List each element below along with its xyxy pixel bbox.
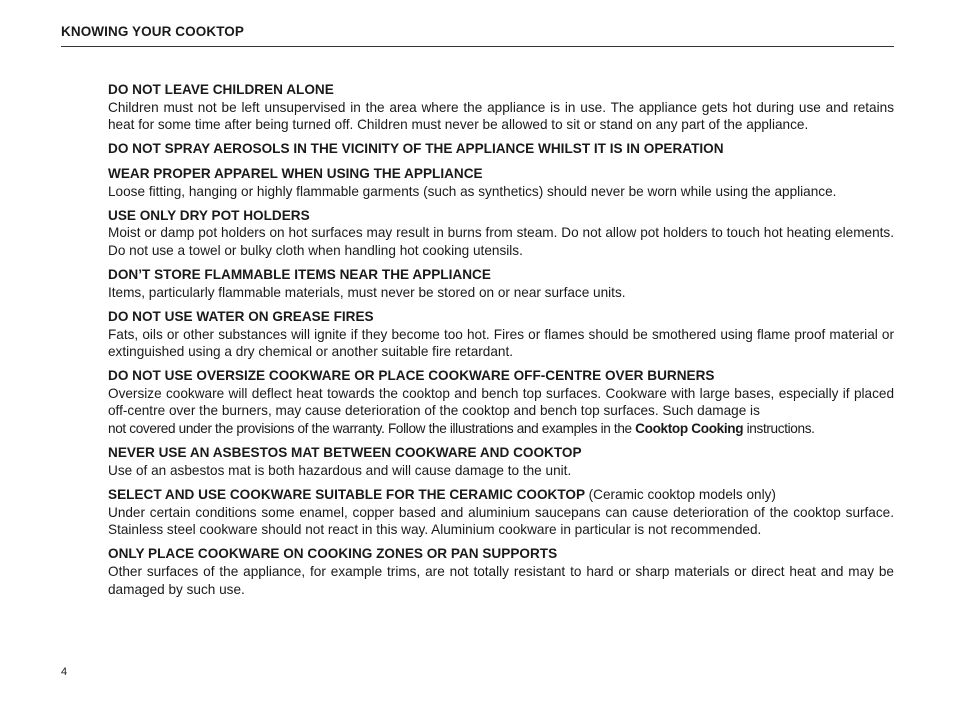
- section-ceramic-cookware: [108, 486, 894, 539]
- section-heading: DO NOT USE WATER ON GREASE FIRES: [108, 308, 374, 324]
- section-heading: NEVER USE AN ASBESTOS MAT BETWEEN COOKWARE AND COOKTOP: [108, 445, 582, 461]
- section-heading: ONLY PLACE COOKWARE ON COOKING ZONES OR PAN SUPPORTS: [108, 546, 558, 562]
- section-body: Fats, oils or other substances will ignite if they become too hot. Fires or flames should be smothered using flame proof material or extinguished using a dry chemical or another suitable fire retardant.: [108, 326, 894, 360]
- section-apparel: [108, 165, 894, 200]
- section-aerosols: [108, 140, 894, 158]
- section-body: Oversize cookware will deflect heat towards the cooktop and bench top surfaces. Cookware with large bases, especially if placed off-centre over the burners, may cause deterioration of the cooktop and bench top surfaces. Such damage is: [108, 385, 894, 419]
- section-flammable-items: [108, 266, 894, 301]
- section-asbestos-mat: [108, 444, 894, 479]
- section-body: Items, particularly flammable materials, must never be stored on or near surface units.: [108, 284, 626, 300]
- section-heading: DO NOT SPRAY AEROSOLS IN THE VICINITY OF THE APPLIANCE WHILST IT IS IN OPERATION: [108, 141, 724, 157]
- section-body: Moist or damp pot holders on hot surfaces may result in burns from steam. Do not allow pot holders to touch hot heating elements. Do not use a towel or bulky cloth when handling hot cooking utensils.: [108, 225, 894, 258]
- section-body: Under certain conditions some enamel, copper based and aluminium saucepans can cause deterioration of the cooktop surface. Stainless steel cookware should not react in this way. Aluminium cookware in particular is not recommended.: [108, 504, 894, 538]
- section-heading: USE ONLY DRY POT HOLDERS: [108, 207, 310, 223]
- body-text: not covered under the provisions of the warranty. Follow the illustrations and examples in the: [108, 421, 632, 437]
- section-heading: SELECT AND USE COOKWARE SUITABLE FOR THE CERAMIC COOKTOP: [108, 487, 585, 503]
- section-body-line: [108, 420, 894, 438]
- section-oversize-cookware: [108, 367, 894, 437]
- heading-note: (Ceramic cooktop models only): [588, 487, 776, 503]
- section-heading: DO NOT USE OVERSIZE COOKWARE OR PLACE COOKWARE OFF-CENTRE OVER BURNERS: [108, 368, 715, 384]
- section-grease-fires: [108, 308, 894, 361]
- section-pot-holders: [108, 207, 894, 260]
- page-header-title: KNOWING YOUR COOKTOP: [61, 24, 245, 39]
- safety-instructions: [108, 81, 894, 605]
- section-body: Use of an asbestos mat is both hazardous and will cause damage to the unit.: [108, 462, 572, 478]
- cooktop-cooking-reference: Cooktop Cooking: [635, 421, 744, 437]
- section-body: Loose fitting, hanging or highly flammable garments (such as synthetics) should never be worn while using the appliance.: [108, 183, 837, 199]
- section-heading: DO NOT LEAVE CHILDREN ALONE: [108, 82, 334, 97]
- section-body: Children must not be left unsupervised in the area where the appliance is in use. The appliance gets hot during use and retains heat for some time after being turned off. Children must never be allowed to sit or stand on any part of the appliance.: [108, 99, 894, 133]
- body-text: instructions.: [746, 421, 815, 437]
- header-divider: [61, 46, 894, 47]
- section-heading: DON’T STORE FLAMMABLE ITEMS NEAR THE APPLIANCE: [108, 267, 491, 283]
- section-children: [108, 81, 894, 134]
- section-body: Other surfaces of the appliance, for example trims, are not totally resistant to hard or sharp materials or direct heat and may be damaged by such use.: [108, 564, 894, 597]
- section-heading: WEAR PROPER APPAREL WHEN USING THE APPLIANCE: [108, 165, 483, 181]
- page-number: 4: [61, 666, 68, 678]
- section-cooking-zones: [108, 545, 894, 598]
- section-heading-row: [108, 486, 894, 504]
